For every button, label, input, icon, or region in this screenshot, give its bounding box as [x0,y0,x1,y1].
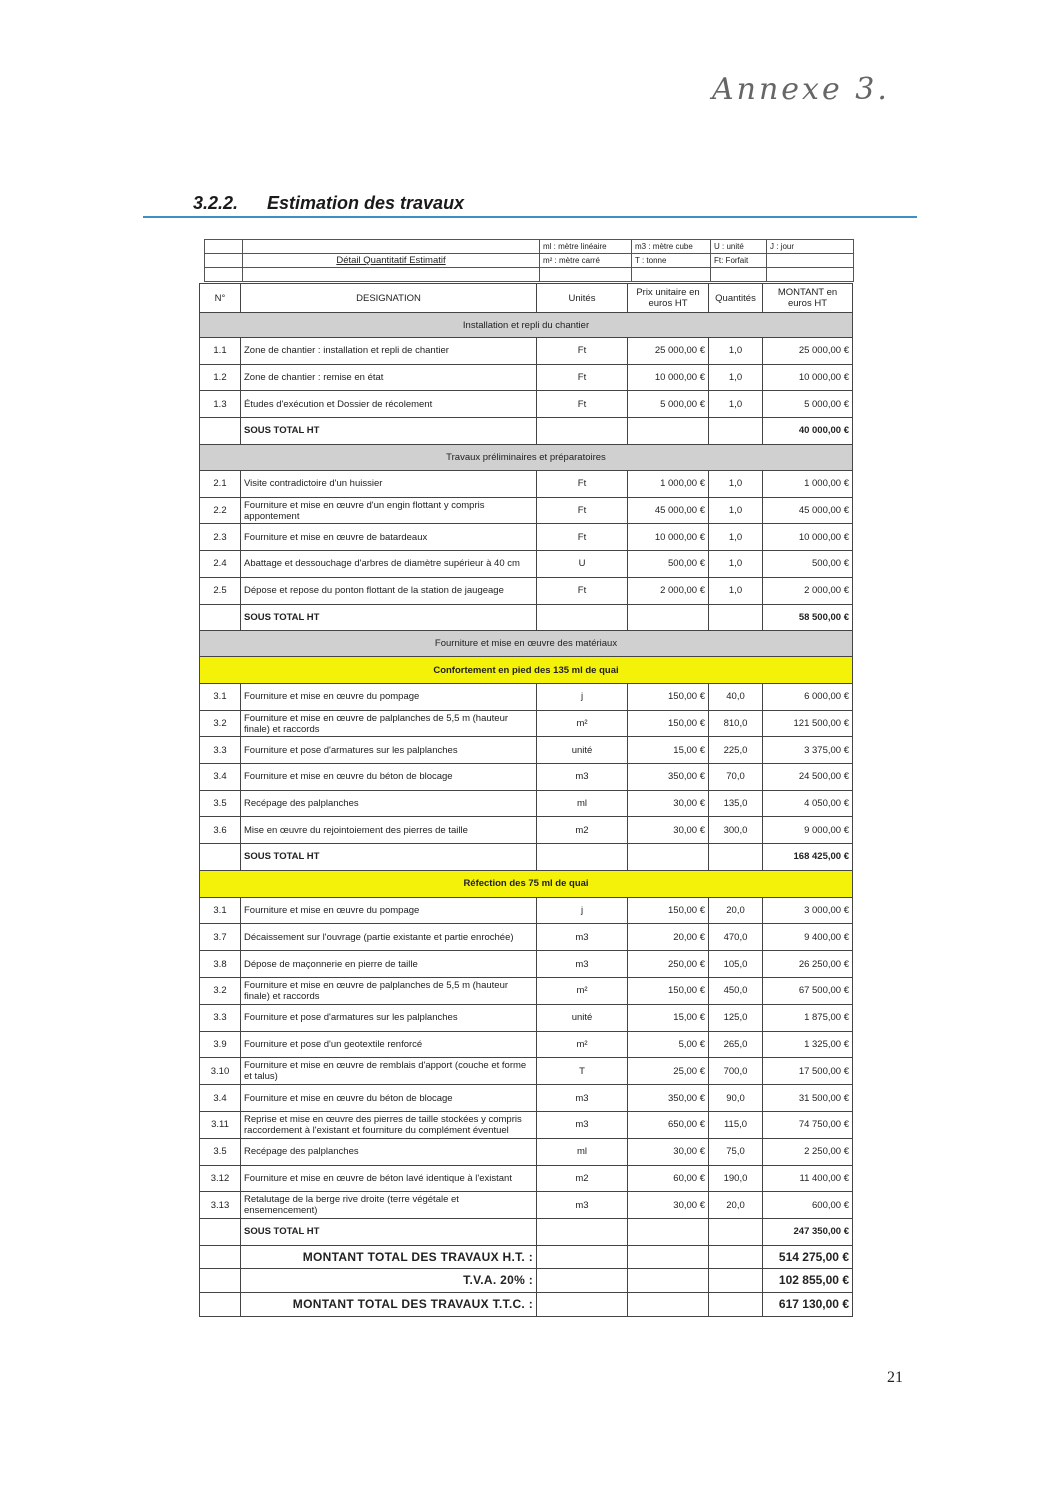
item-unit: m² [537,1031,628,1058]
item-quantity: 1,0 [709,471,763,498]
subtotal-empty [200,604,241,631]
col-header-unit-price: Prix unitaire en euros HT [628,284,709,313]
item-quantity: 20,0 [709,1192,763,1219]
table-row [200,364,853,391]
subtotal-empty [537,1219,628,1246]
item-unit-price: 2 000,00 € [628,577,709,604]
item-designation: Fourniture et pose d'armatures sur les palplanches [241,737,537,764]
table-row [200,1058,853,1085]
legend-cell [540,268,632,282]
subtotal-empty [537,604,628,631]
legend-m2: m² : mètre carré [540,254,632,268]
legend-cell [205,254,243,268]
table-row [200,577,853,604]
subtotal-amount: 40 000,00 € [763,418,853,445]
item-designation: Mise en œuvre du rejointoiement des pierres de taille [241,817,537,844]
item-quantity: 90,0 [709,1085,763,1112]
item-unit: Ft [537,524,628,551]
item-unit-price: 15,00 € [628,1004,709,1031]
item-number: 1.2 [200,364,241,391]
item-unit: m3 [537,924,628,951]
total-empty [537,1269,628,1293]
table-row [200,764,853,791]
item-number: 3.9 [200,1031,241,1058]
item-unit: Ft [537,497,628,524]
legend-cell [205,240,243,254]
subsection-title: Réfection des 75 ml de quai [200,870,853,897]
table-row [200,1031,853,1058]
item-amount: 500,00 € [763,551,853,578]
item-unit-price: 250,00 € [628,951,709,978]
table-row [200,790,853,817]
item-number: 3.2 [200,710,241,737]
item-quantity: 1,0 [709,551,763,578]
table-title: Détail Quantitatif Estimatif [243,254,540,268]
item-unit: m2 [537,1165,628,1192]
item-amount: 31 500,00 € [763,1085,853,1112]
table-row [200,897,853,924]
section-heading [193,193,464,214]
item-number: 3.4 [200,764,241,791]
table-row [200,817,853,844]
item-quantity: 1,0 [709,364,763,391]
subsection-title: Confortement en pied des 135 ml de quai [200,657,853,684]
table-row [200,951,853,978]
subtotal-empty [628,1219,709,1246]
legend-cell [632,268,711,282]
item-designation: Fourniture et mise en œuvre d'un engin flottant y compris appontement [241,497,537,524]
item-number: 2.2 [200,497,241,524]
item-number: 3.13 [200,1192,241,1219]
total-label: MONTANT TOTAL DES TRAVAUX H.T. : [241,1245,537,1269]
section-title: Installation et repli du chantier [200,313,853,338]
item-designation: Visite contradictoire d'un huissier [241,471,537,498]
subtotal-empty [709,604,763,631]
item-designation: Reprise et mise en œuvre des pierres de taille stockées y compris raccordement à l'existant et fourniture du complément éventuel [241,1112,537,1139]
subtotal-label: SOUS TOTAL HT [241,844,537,871]
item-number: 2.3 [200,524,241,551]
item-unit-price: 10 000,00 € [628,364,709,391]
total-label: T.V.A. 20% : [241,1269,537,1293]
legend-cell [767,268,854,282]
item-unit: m2 [537,817,628,844]
table-row [200,924,853,951]
item-amount: 1 325,00 € [763,1031,853,1058]
total-row [200,1245,853,1269]
subtotal-amount: 247 350,00 € [763,1219,853,1246]
subtotal-row [200,418,853,445]
item-quantity: 470,0 [709,924,763,951]
item-amount: 45 000,00 € [763,497,853,524]
table-row [200,471,853,498]
item-quantity: 20,0 [709,897,763,924]
item-unit-price: 350,00 € [628,1085,709,1112]
table-row [200,1165,853,1192]
item-unit-price: 15,00 € [628,737,709,764]
item-unit-price: 150,00 € [628,710,709,737]
total-row [200,1269,853,1293]
item-number: 3.10 [200,1058,241,1085]
legend-cell [711,268,767,282]
subtotal-empty [628,418,709,445]
item-quantity: 450,0 [709,978,763,1005]
item-amount: 9 000,00 € [763,817,853,844]
item-amount: 5 000,00 € [763,391,853,418]
section-number: 3.2.2. [193,193,239,213]
item-unit: m3 [537,951,628,978]
materials-title: Fourniture et mise en œuvre des matériaux [200,631,853,657]
item-number: 3.7 [200,924,241,951]
item-quantity: 1,0 [709,524,763,551]
item-amount: 3 375,00 € [763,737,853,764]
total-row [200,1293,853,1317]
total-empty [200,1293,241,1317]
section-title: Estimation des travaux [267,193,465,213]
subtotal-empty [537,418,628,445]
item-unit-price: 30,00 € [628,1192,709,1219]
item-designation: Fourniture et mise en œuvre du pompage [241,684,537,711]
item-designation: Fourniture et mise en œuvre de palplanches de 5,5 m (hauteur finale) et raccords [241,710,537,737]
item-unit: m3 [537,764,628,791]
item-number: 3.1 [200,684,241,711]
item-quantity: 300,0 [709,817,763,844]
item-unit: T [537,1058,628,1085]
legend-j: J : jour [767,240,854,254]
item-amount: 600,00 € [763,1192,853,1219]
table-row [200,710,853,737]
item-number: 3.3 [200,737,241,764]
item-number: 3.5 [200,1138,241,1165]
item-unit: unité [537,737,628,764]
item-unit: m3 [537,1085,628,1112]
total-empty [200,1269,241,1293]
subtotal-empty [709,844,763,871]
item-amount: 6 000,00 € [763,684,853,711]
item-number: 1.3 [200,391,241,418]
legend-cell [243,268,540,282]
item-number: 3.2 [200,978,241,1005]
col-header-amount: MONTANT en euros HT [763,284,853,313]
item-designation: Fourniture et mise en œuvre du béton de blocage [241,764,537,791]
item-designation: Fourniture et mise en œuvre du béton de blocage [241,1085,537,1112]
legend-cell [243,240,540,254]
subtotal-label: SOUS TOTAL HT [241,604,537,631]
item-unit: Ft [537,577,628,604]
item-number: 2.1 [200,471,241,498]
item-unit-price: 10 000,00 € [628,524,709,551]
item-quantity: 75,0 [709,1138,763,1165]
total-empty [200,1245,241,1269]
item-unit: Ft [537,338,628,365]
total-label: MONTANT TOTAL DES TRAVAUX T.T.C. : [241,1293,537,1317]
item-number: 3.12 [200,1165,241,1192]
item-unit-price: 25,00 € [628,1058,709,1085]
column-header-row [200,284,853,313]
item-number: 3.8 [200,951,241,978]
item-unit-price: 150,00 € [628,897,709,924]
subtotal-empty [200,844,241,871]
annex-handwritten-label: Annexe 3. [712,72,890,107]
item-unit-price: 30,00 € [628,817,709,844]
item-designation: Fourniture et pose d'un geotextile renforcé [241,1031,537,1058]
table-row [200,391,853,418]
item-unit-price: 45 000,00 € [628,497,709,524]
table-row [200,737,853,764]
item-quantity: 190,0 [709,1165,763,1192]
subtotal-row [200,604,853,631]
total-empty [537,1245,628,1269]
item-amount: 11 400,00 € [763,1165,853,1192]
item-designation: Fourniture et mise en œuvre de remblais d'apport (couche et forme et talus) [241,1058,537,1085]
subtotal-empty [537,844,628,871]
item-designation: Recépage des palplanches [241,790,537,817]
item-designation: Abattage et dessouchage d'arbres de diamètre supérieur à 40 cm [241,551,537,578]
item-number: 3.5 [200,790,241,817]
item-unit-price: 20,00 € [628,924,709,951]
item-amount: 10 000,00 € [763,364,853,391]
subtotal-row [200,1219,853,1246]
item-designation: Fourniture et mise en œuvre de palplanches de 5,5 m (hauteur finale) et raccords [241,978,537,1005]
item-unit-price: 150,00 € [628,978,709,1005]
item-designation: Fourniture et mise en œuvre de batardeaux [241,524,537,551]
col-header-quantity: Quantités [709,284,763,313]
item-unit: ml [537,790,628,817]
item-amount: 24 500,00 € [763,764,853,791]
total-empty [709,1293,763,1317]
subtotal-empty [628,604,709,631]
col-header-unit: Unités [537,284,628,313]
item-number: 3.6 [200,817,241,844]
materials-header-row [200,631,853,657]
item-quantity: 40,0 [709,684,763,711]
item-quantity: 115,0 [709,1112,763,1139]
item-number: 3.4 [200,1085,241,1112]
item-amount: 74 750,00 € [763,1112,853,1139]
table-row [200,978,853,1005]
item-designation: Dépose et repose du ponton flottant de la station de jaugeage [241,577,537,604]
page-number: 21 [887,1369,903,1386]
item-amount: 121 500,00 € [763,710,853,737]
item-unit: Ft [537,391,628,418]
item-number: 3.3 [200,1004,241,1031]
heading-underline [143,216,917,218]
item-number: 3.11 [200,1112,241,1139]
item-unit: U [537,551,628,578]
item-quantity: 125,0 [709,1004,763,1031]
item-quantity: 1,0 [709,577,763,604]
item-amount: 9 400,00 € [763,924,853,951]
legend-cell [205,268,243,282]
item-amount: 67 500,00 € [763,978,853,1005]
table-row [200,1192,853,1219]
total-empty [537,1293,628,1317]
item-designation: Études d'exécution et Dossier de récolement [241,391,537,418]
table-row [200,1085,853,1112]
legend-cell [767,254,854,268]
item-unit-price: 1 000,00 € [628,471,709,498]
subtotal-empty [200,418,241,445]
total-empty [709,1269,763,1293]
item-unit-price: 30,00 € [628,1138,709,1165]
item-amount: 26 250,00 € [763,951,853,978]
item-amount: 3 000,00 € [763,897,853,924]
legend-m3: m3 : mètre cube [632,240,711,254]
item-amount: 25 000,00 € [763,338,853,365]
item-amount: 1 875,00 € [763,1004,853,1031]
subtotal-empty [628,844,709,871]
item-designation: Fourniture et mise en œuvre de béton lavé identique à l'existant [241,1165,537,1192]
item-unit: m² [537,978,628,1005]
item-quantity: 70,0 [709,764,763,791]
total-amount: 617 130,00 € [763,1293,853,1317]
subtotal-row [200,844,853,871]
item-unit-price: 5,00 € [628,1031,709,1058]
total-empty [628,1245,709,1269]
item-quantity: 105,0 [709,951,763,978]
table-row [200,338,853,365]
item-number: 3.1 [200,897,241,924]
item-number: 2.5 [200,577,241,604]
table-row [200,1004,853,1031]
subtotal-amount: 168 425,00 € [763,844,853,871]
item-designation: Zone de chantier : installation et repli de chantier [241,338,537,365]
estimate-table [199,283,853,1317]
table-row [200,551,853,578]
table-row [200,524,853,551]
item-quantity: 265,0 [709,1031,763,1058]
item-quantity: 225,0 [709,737,763,764]
item-designation: Dépose de maçonnerie en pierre de taille [241,951,537,978]
item-quantity: 700,0 [709,1058,763,1085]
item-designation: Fourniture et pose d'armatures sur les palplanches [241,1004,537,1031]
item-designation: Zone de chantier : remise en état [241,364,537,391]
total-amount: 102 855,00 € [763,1269,853,1293]
total-empty [628,1293,709,1317]
item-quantity: 135,0 [709,790,763,817]
legend-u: U : unité [711,240,767,254]
item-unit-price: 150,00 € [628,684,709,711]
item-designation: Fourniture et mise en œuvre du pompage [241,897,537,924]
legend-t: T : tonne [632,254,711,268]
total-amount: 514 275,00 € [763,1245,853,1269]
table-row [200,497,853,524]
item-quantity: 1,0 [709,391,763,418]
item-unit: m² [537,710,628,737]
table-row [200,684,853,711]
item-quantity: 1,0 [709,497,763,524]
item-unit: Ft [537,471,628,498]
total-empty [709,1245,763,1269]
legend-ml: ml : mètre linéaire [540,240,632,254]
item-amount: 2 250,00 € [763,1138,853,1165]
item-number: 1.1 [200,338,241,365]
item-amount: 1 000,00 € [763,471,853,498]
item-amount: 4 050,00 € [763,790,853,817]
item-unit-price: 5 000,00 € [628,391,709,418]
subtotal-empty [709,1219,763,1246]
item-amount: 10 000,00 € [763,524,853,551]
item-unit-price: 350,00 € [628,764,709,791]
total-empty [628,1269,709,1293]
col-header-designation: DESIGNATION [241,284,537,313]
item-quantity: 1,0 [709,338,763,365]
table-row [200,1138,853,1165]
item-designation: Décaissement sur l'ouvrage (partie existante et partie enrochée) [241,924,537,951]
subsection-header-row [200,870,853,897]
item-designation: Recépage des palplanches [241,1138,537,1165]
item-designation: Retalutage de la berge rive droite (terre végétale et ensemencement) [241,1192,537,1219]
item-unit: unité [537,1004,628,1031]
item-unit-price: 25 000,00 € [628,338,709,365]
subsection-header-row [200,657,853,684]
item-unit: j [537,684,628,711]
item-amount: 2 000,00 € [763,577,853,604]
subtotal-amount: 58 500,00 € [763,604,853,631]
item-amount: 17 500,00 € [763,1058,853,1085]
item-number: 2.4 [200,551,241,578]
col-header-no: N° [200,284,241,313]
subtotal-empty [200,1219,241,1246]
section-title: Travaux préliminaires et préparatoires [200,444,853,471]
item-unit-price: 30,00 € [628,790,709,817]
subtotal-label: SOUS TOTAL HT [241,418,537,445]
section-header-row [200,313,853,338]
section-header-row [200,444,853,471]
item-unit: m3 [537,1192,628,1219]
item-unit: m3 [537,1112,628,1139]
item-unit-price: 650,00 € [628,1112,709,1139]
item-unit: j [537,897,628,924]
table-row [200,1112,853,1139]
item-quantity: 810,0 [709,710,763,737]
units-legend-table [204,239,854,282]
subtotal-label: SOUS TOTAL HT [241,1219,537,1246]
item-unit-price: 500,00 € [628,551,709,578]
item-unit: Ft [537,364,628,391]
item-unit: ml [537,1138,628,1165]
subtotal-empty [709,418,763,445]
item-unit-price: 60,00 € [628,1165,709,1192]
legend-ft: Ft: Forfait [711,254,767,268]
